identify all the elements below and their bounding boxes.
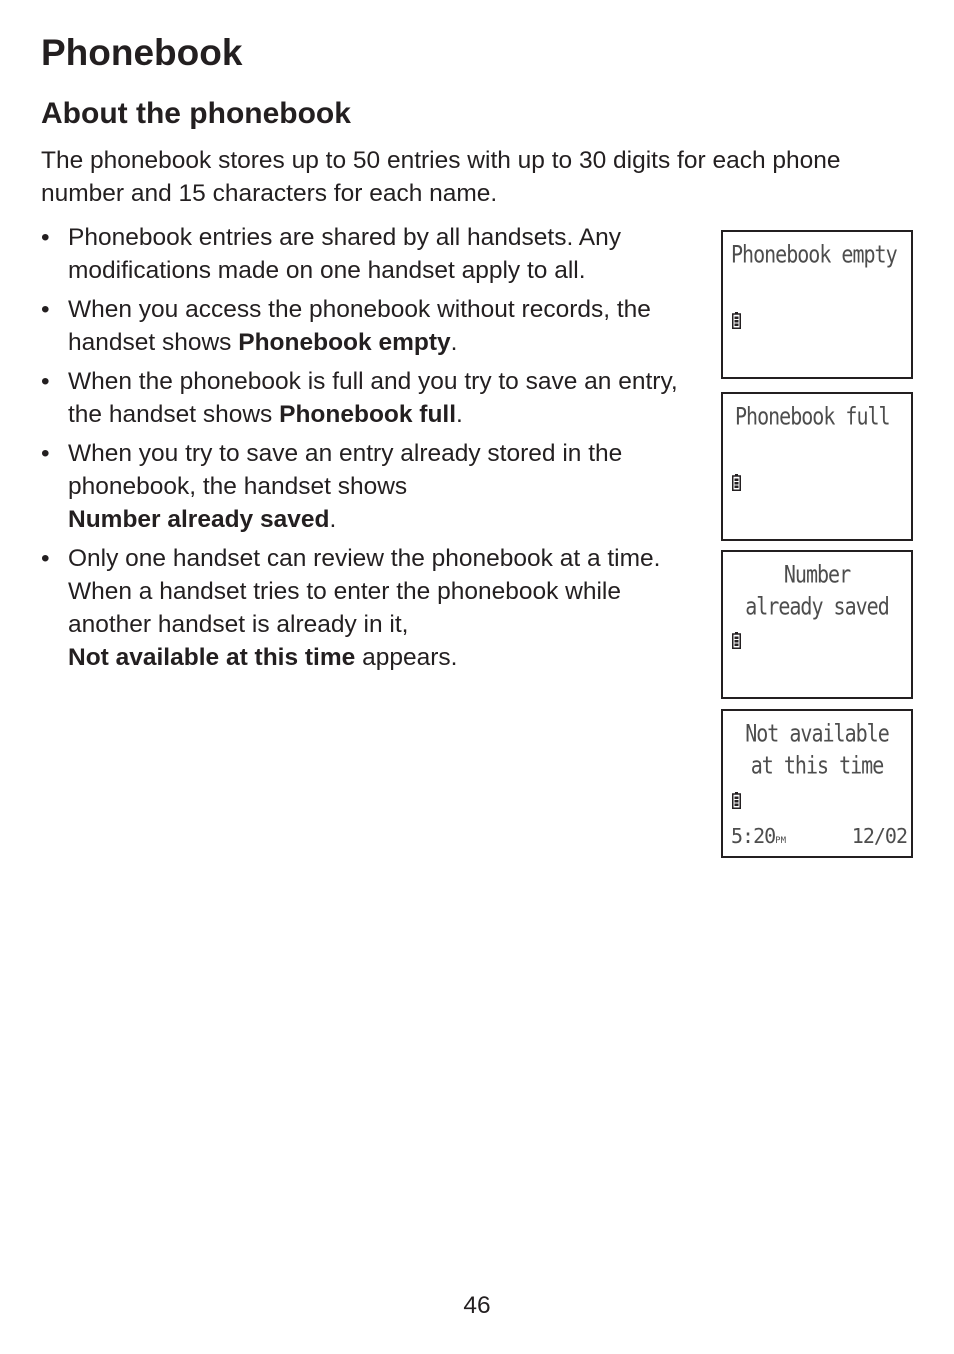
intro-paragraph: The phonebook stores up to 50 entries with up to 30 digits for each phone number and 15 characters for each name.: [41, 147, 841, 207]
screen-text-line: Number: [783, 559, 851, 589]
bullet-text: When you access the phonebook without records, the handset shows: [68, 296, 651, 356]
handset-screen-phonebook-full: [721, 392, 913, 541]
bullet-item: [41, 437, 701, 536]
screen-text-line: Phonebook full: [735, 401, 890, 431]
bullet-bold-term: Phonebook empty: [238, 329, 451, 356]
bullet-text: When you try to save an entry already stored in the phonebook, the handset shows: [68, 440, 623, 500]
page-number: 46: [463, 1292, 491, 1319]
battery-icon: [732, 474, 741, 491]
bullet-bold-term: Phonebook full: [279, 401, 457, 428]
bullet-item: [41, 365, 701, 431]
bullet-text-end: appears.: [355, 644, 458, 671]
battery-icon: [732, 632, 741, 649]
bullet-item: [41, 293, 701, 359]
bullet-text-end: .: [329, 506, 337, 533]
screen-text-line: Phonebook empty: [731, 239, 897, 269]
bullet-text: Only one handset can review the phonebook at a time. When a handset tries to enter the phonebook while another handset is already in it,: [68, 545, 661, 638]
screen-text-line: already saved: [745, 591, 889, 621]
bullet-text-end: .: [456, 401, 463, 428]
bullet-list: [41, 221, 701, 680]
handset-screen-phonebook-empty: [721, 230, 913, 379]
battery-icon: [732, 792, 741, 809]
bullet-bold-term: Not available at this time: [68, 644, 356, 671]
bullet-text-end: .: [450, 329, 458, 356]
handset-screen-number-already-saved: [721, 550, 913, 699]
bullet-text: Phonebook entries are shared by all handsets. Any modifications made on one handset apply to all.: [68, 224, 621, 284]
screen-time: 5:20: [731, 824, 776, 848]
battery-icon: [732, 312, 741, 329]
page-title: Phonebook: [41, 32, 243, 73]
screen-date: 12/02: [851, 824, 907, 848]
screen-text-line: at this time: [750, 750, 884, 780]
screen-text-line: Not available: [745, 718, 889, 748]
handset-screen-not-available: [721, 709, 913, 858]
screen-status-row: [731, 824, 907, 848]
screen-ampm: PM: [775, 836, 787, 846]
bullet-text: When the phonebook is full and you try to save an entry, the handset shows: [68, 368, 678, 428]
bullet-item: [41, 221, 701, 287]
section-title: About the phonebook: [41, 97, 351, 130]
bullet-item: [41, 542, 701, 674]
bullet-bold-term: Number already saved: [68, 506, 330, 533]
